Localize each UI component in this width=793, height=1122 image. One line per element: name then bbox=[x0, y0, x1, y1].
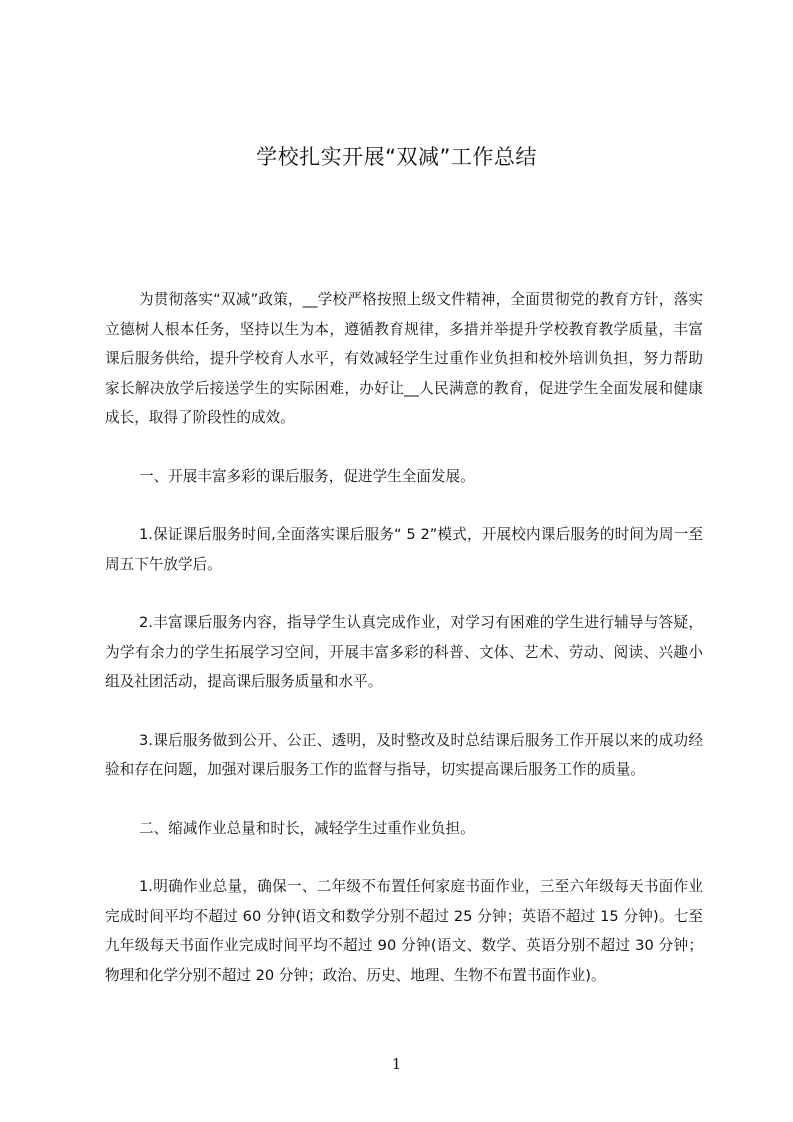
page-number: 1 bbox=[391, 1055, 402, 1073]
paragraph-2-1: 1.明确作业总量，确保一、二年级不布置任何家庭书面作业，三至六年级每天书面作业完成时间平均不超过 60 分钟(语文和数学分别不超过 25 分钟；英语不超过 15 分钟)。七至九年级每天书面作业完成时间平均不超过 90 分钟(语文、数学、英语分别不超过 30 分钟；物理和化学分别不超过 20 分钟；政治、历史、地理、生物不布置书面作业)。 bbox=[105, 878, 703, 984]
paragraph-1-2: 2.丰富课后服务内容，指导学生认真完成作业，对学习有困难的学生进行辅导与答疑，为学有余力的学生拓展学习空间，开展丰富多彩的科普、文体、艺术、劳动、阅读、兴趣小组及社团活动，提高课后服务质量和水平。 bbox=[105, 614, 703, 690]
section-heading-2: 二、缩减作业总量和时长，减轻学生过重作业负担。 bbox=[139, 819, 475, 837]
document-body bbox=[105, 285, 703, 990]
paragraph-1-1: 1.保证课后服务时间,全面落实课后服务“ 5 2”模式，开展校内课后服务的时间为周一至周五下午放学后。 bbox=[105, 526, 703, 573]
paragraph-intro: 为贯彻落实“双减”政策，__学校严格按照上级文件精神，全面贯彻党的教育方针，落实立德树人根本任务，坚持以生为本，遵循教育规律，多措并举提升学校教育教学质量，丰富课后服务供给，提升学校育人水平，有效减轻学生过重作业负担和校外培训负担，努力帮助家长解决放学后接送学生的实际困难，办好让__人民满意的教育，促进学生全面发展和健康成长，取得了阶段性的成效。 bbox=[105, 291, 703, 426]
section-heading-1: 一、开展丰富多彩的课后服务，促进学生全面发展。 bbox=[139, 467, 475, 485]
document-title: 学校扎实开展“双减”工作总结 bbox=[256, 145, 537, 169]
paragraph-1-3: 3.课后服务做到公开、公正、透明，及时整改及时总结课后服务工作开展以来的成功经验和存在问题，加强对课后服务工作的监督与指导，切实提高课后服务工作的质量。 bbox=[105, 731, 703, 778]
